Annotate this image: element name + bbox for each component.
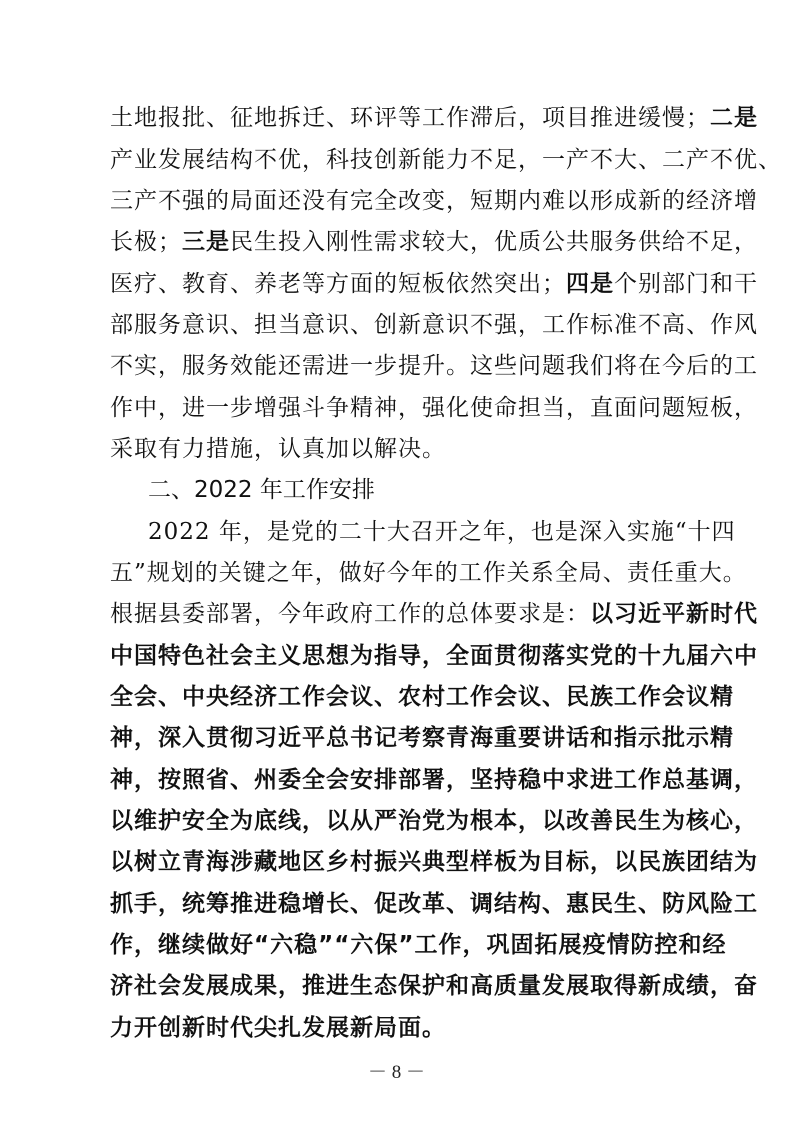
text-line: 采取有力措施，认真加以解决。 xyxy=(110,436,446,462)
text-line xyxy=(110,103,758,133)
bold-text-line: 以维护安全为底线，以从严治党为根本，以改善民生为核心， xyxy=(110,808,758,834)
bold-text-line: 力开创新时代尖扎发展新局面。 xyxy=(110,1015,446,1041)
text-line: 五”规划的关键之年，做好今年的工作关系全局、责任重大。 xyxy=(110,560,747,586)
bold-marker: 二是 xyxy=(710,105,758,131)
text-line: 不实，服务效能还需进一步提升。这些问题我们将在今后的工 xyxy=(110,353,758,379)
bold-text-line: 神，深入贯彻习近平总书记考察青海重要讲话和指示批示精 xyxy=(110,725,734,751)
bold-text-line: 以树立青海涉藏地区乡村振兴典型样板为目标，以民族团结为 xyxy=(110,849,758,875)
text-line xyxy=(110,599,758,629)
text-line: 部服务意识、担当意识、创新意识不强，工作标准不高、作风 xyxy=(110,312,758,338)
bold-marker: 三是 xyxy=(182,229,230,255)
text-line xyxy=(110,227,758,257)
bold-text-line: 中国特色社会主义思想为指导，全面贯彻落实党的十九届六中 xyxy=(110,643,758,669)
text-line: 2022 年，是党的二十大召开之年，也是深入实施“十四 xyxy=(148,519,736,545)
text-line: 产业发展结构不优，科技创新能力不足，一产不大、二产不优、 xyxy=(110,147,782,173)
text-line: 作中，进一步增强斗争精神，强化使命担当，直面问题短板， xyxy=(110,395,758,421)
text-run: 根据县委部署，今年政府工作的总体要求是： xyxy=(110,601,590,627)
bold-text-line: 作，继续做好“六稳”“六保”工作，巩固拓展疫情防控和经 xyxy=(110,932,727,958)
text-run: 个别部门和干 xyxy=(614,271,758,297)
text-run: 土地报批、征地拆迁、环评等工作滞后，项目推进缓慢； xyxy=(110,105,710,131)
bold-text-line: 济社会发展成果，推进生态保护和高质量发展取得新成绩，奋 xyxy=(110,973,758,999)
text-line xyxy=(110,269,758,299)
bold-text-run: 以习近平新时代 xyxy=(590,601,758,627)
bold-text-line: 全会、中央经济工作会议、农村工作会议、民族工作会议精 xyxy=(110,684,734,710)
text-run: 医疗、教育、养老等方面的短板依然突出； xyxy=(110,271,566,297)
text-run: 民生投入刚性需求较大，优质公共服务供给不足， xyxy=(230,229,758,255)
bold-text-line: 抓手，统筹推进稳增长、促改革、调结构、惠民生、防风险工 xyxy=(110,891,758,917)
text-run: 长极； xyxy=(110,229,182,255)
page-number: － 8 － xyxy=(367,1062,425,1083)
bold-marker: 四是 xyxy=(566,271,614,297)
section-heading: 二、2022 年工作安排 xyxy=(148,477,375,503)
text-line: 三产不强的局面还没有完全改变，短期内难以形成新的经济增 xyxy=(110,188,758,214)
bold-text-line: 神，按照省、州委全会安排部署，坚持稳中求进工作总基调， xyxy=(110,767,758,793)
